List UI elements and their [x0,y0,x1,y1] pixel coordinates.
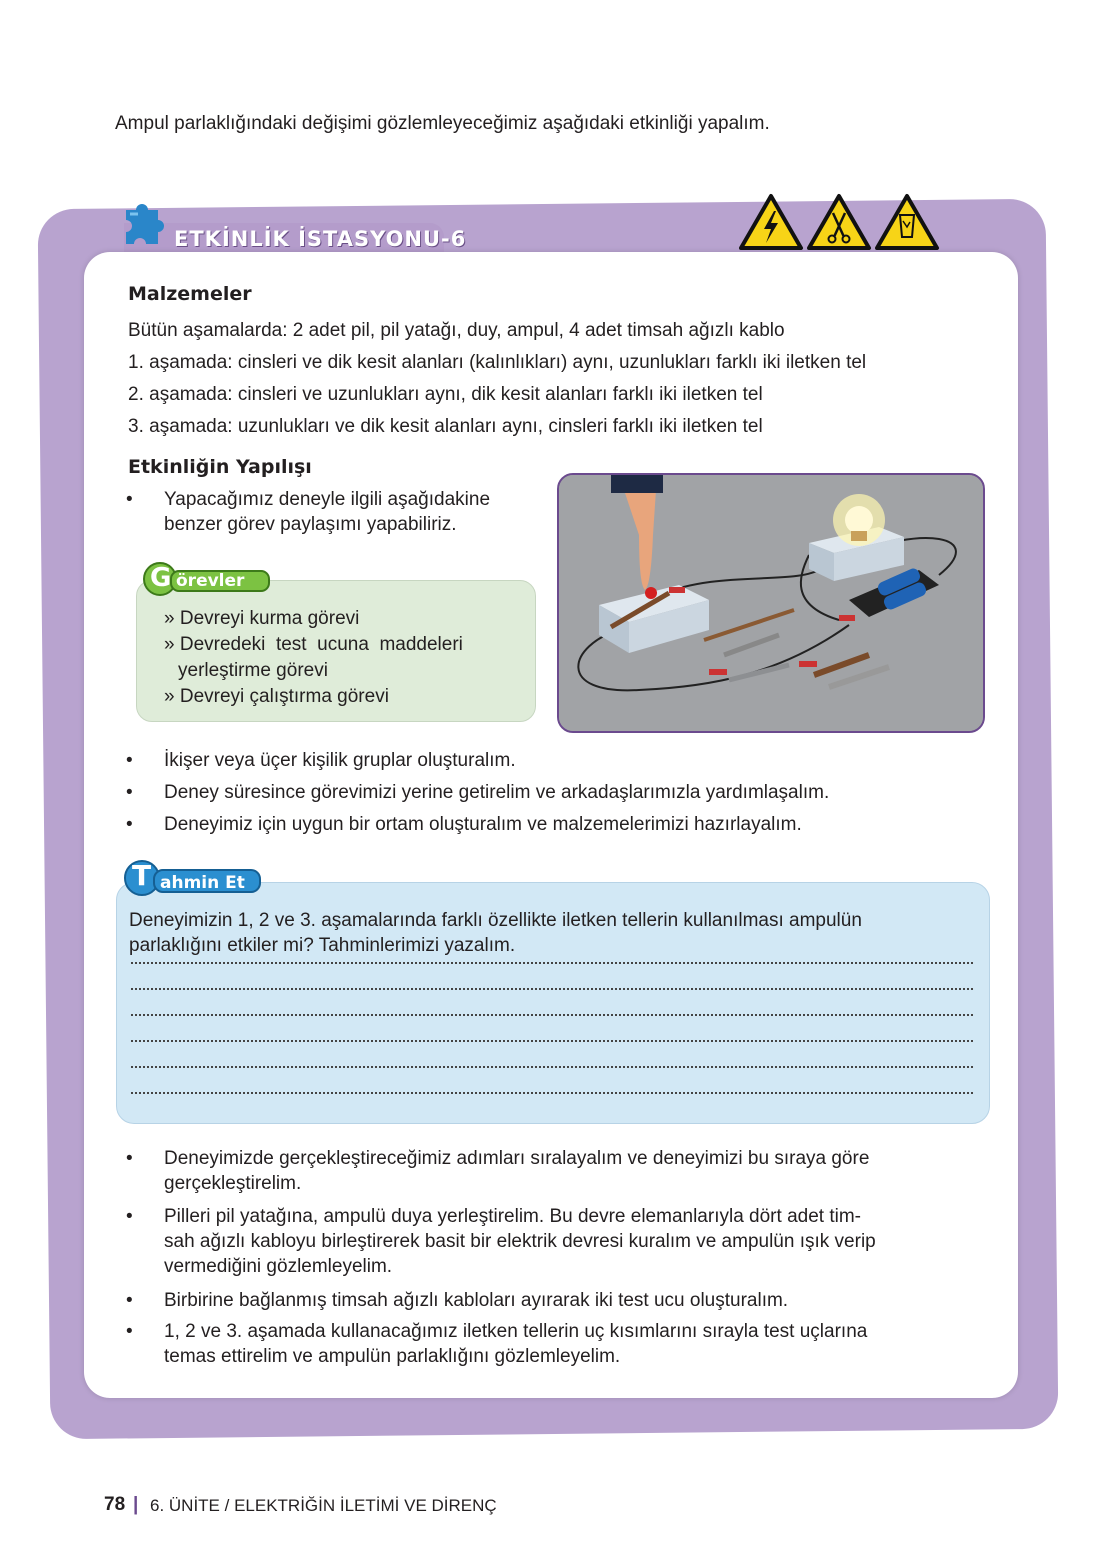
procedure-heading: Etkinliğin Yapılışı [128,456,312,478]
answer-line[interactable] [131,988,973,990]
answer-line[interactable] [131,1014,973,1016]
station-title: ETKİNLİK İSTASYONU-6 [174,227,467,251]
bullet-marker: • [126,489,133,510]
prediction-question: parlaklığını etkiler mi? Tahminlerimizi yazalım. [129,935,516,956]
answer-line[interactable] [131,1040,973,1042]
footer-unit-title: 6. ÜNİTE / ELEKTRİĞİN İLETİMİ VE DİRENÇ [150,1496,497,1515]
electric-hazard-icon [738,193,804,251]
tasks-badge-letter: G [150,563,172,593]
task-text: Devreyi çalıştırma görevi [179,686,389,707]
task-marker: » [164,634,175,655]
list-item-text: sah ağızlı kabloyu birleştirerek basit bir elektrik devresi kuralım ve ampulün ışık verip [164,1231,876,1252]
list-item-text: İkişer veya üçer kişilik gruplar oluşturalım. [164,750,516,771]
materials-line: Bütün aşamalarda: 2 adet pil, pil yatağı, duy, ampul, 4 adet timsah ağızlı kablo [128,320,785,341]
prediction-question: Deneyimizin 1, 2 ve 3. aşamalarında farklı özellikte iletken tellerin kullanılması ampulün [129,910,862,931]
circuit-illustration [559,475,983,731]
task-marker: » [164,608,175,629]
materials-line: 3. aşamada: uzunlukları ve dik kesit alanları aynı, cinsleri farklı iki iletken tel [128,416,763,437]
circuit-photo [557,473,985,733]
prediction-badge-letter: T [132,859,152,892]
list-item-text: temas ettirelim ve ampulün parlaklığını gözlemleyelim. [164,1346,621,1367]
task-item [164,632,463,657]
puzzle-piece-icon [120,196,170,250]
bullet-marker: • [126,814,133,835]
task-marker: » [164,686,175,707]
task-item-continuation: yerleştirme görevi [178,660,328,681]
list-item-text: vermediğini gözlemleyelim. [164,1256,393,1277]
bullet-marker: • [126,750,133,771]
task-item [164,684,389,709]
answer-line[interactable] [131,1066,973,1068]
page-number: 78 [104,1494,126,1515]
glass-hazard-icon [874,193,940,251]
list-item-text: gerçekleştirelim. [164,1173,302,1194]
tasks-badge-word: örevler [176,571,245,591]
list-item-text: Deneyimiz için uygun bir ortam oluşturalım ve malzemelerimizi hazırlayalım. [164,814,802,835]
list-item-text: benzer görev paylaşımı yapabiliriz. [164,514,457,535]
bullet-marker: • [126,1290,133,1311]
list-item-text: Birbirine bağlanmış timsah ağızlı kabloları ayırarak iki test ucu oluşturalım. [164,1290,789,1311]
scissors-hazard-icon [806,193,872,251]
bullet-marker: • [126,1206,133,1227]
bullet-marker: • [126,1148,133,1169]
materials-line: 2. aşamada: cinsleri ve uzunlukları aynı, dik kesit alanları farklı iki iletken tel [128,384,763,405]
bullet-marker: • [126,1321,133,1342]
list-item-text: Yapacağımız deneyle ilgili aşağıdakine [164,489,491,510]
task-text: Devredeki test ucuna maddeleri [179,634,463,655]
list-item-text: Deneyimizde gerçekleştireceğimiz adımları sıralayalım ve deneyimizi bu sıraya göre [164,1148,870,1169]
list-item-text: 1, 2 ve 3. aşamada kullanacağımız iletken tellerin uç kısımlarını sırayla test uçlarına [164,1321,868,1342]
list-item-text: Pilleri pil yatağına, ampulü duya yerleştirelim. Bu devre elemanlarıyla dört adet tim- [164,1206,861,1227]
materials-line: 1. aşamada: cinsleri ve dik kesit alanları (kalınlıkları) aynı, uzunlukları farklı iki iletken tel [128,352,867,373]
answer-line[interactable] [131,1092,973,1094]
task-item [164,606,359,631]
list-item-text: Deney süresince görevimizi yerine getirelim ve arkadaşlarımızla yardımlaşalım. [164,782,830,803]
prediction-badge-word: ahmin Et [160,873,245,893]
bullet-marker: • [126,782,133,803]
materials-heading: Malzemeler [128,283,252,305]
footer-separator: | [133,1494,139,1515]
intro-text: Ampul parlaklığındaki değişimi gözlemleyeceğimiz aşağıdaki etkinliği yapalım. [115,113,770,134]
answer-line[interactable] [131,962,973,964]
task-text: Devreyi kurma görevi [179,608,360,629]
